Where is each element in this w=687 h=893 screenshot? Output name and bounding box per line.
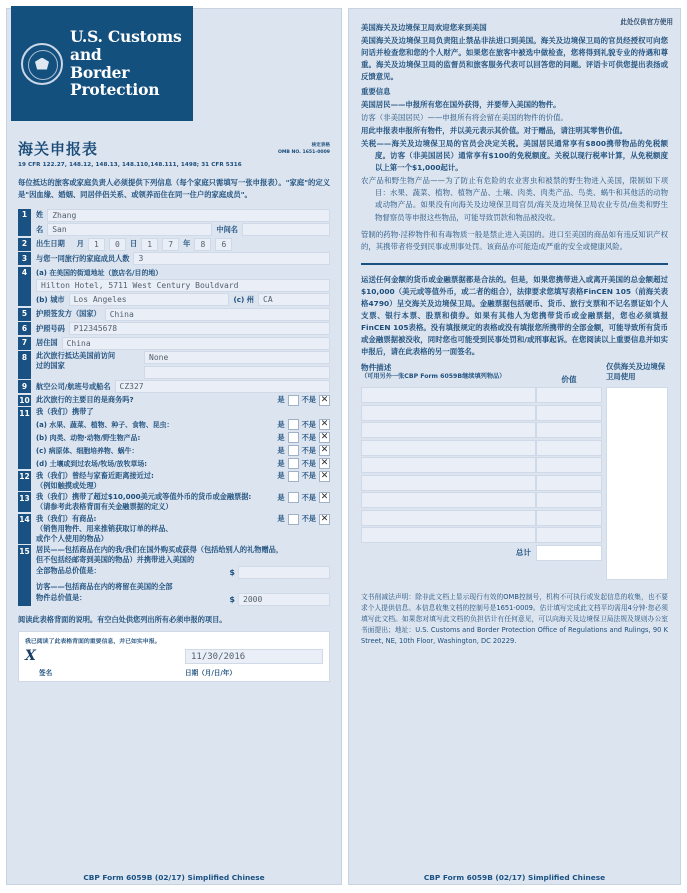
agency-name [70, 28, 193, 99]
field-row-birthdate [18, 238, 330, 251]
carrying-label: 我（我们）携带了 [36, 407, 94, 417]
items-description-subhead: （可用另外一张CBP Form 6059B继续填列物品） [361, 373, 506, 381]
field-number-12: 12 [18, 471, 31, 491]
field-number-13: 13 [18, 492, 31, 512]
instructions-panel [348, 8, 681, 646]
first-name-input[interactable]: San [47, 223, 212, 236]
currency-label-line2: （请参考此表格背面有关金融票据的定义） [36, 502, 173, 512]
first-name-label: 名 [36, 224, 44, 234]
residents-value-label-line3: 全部物品总价值是： [36, 566, 101, 576]
cbp-use-only-column [602, 387, 668, 580]
birth-day-digit-2[interactable]: 7 [162, 238, 179, 251]
yes-label-q11a: 是 [277, 419, 285, 429]
total-value-input[interactable] [536, 545, 602, 561]
items-value-header: 价值 [561, 375, 577, 385]
form-fields [18, 209, 330, 607]
field-row-residence-country [18, 337, 330, 350]
field-number-11: 11 [18, 407, 31, 469]
field-number-7: 7 [18, 337, 31, 350]
item-description-row[interactable] [361, 405, 536, 421]
cfr-citation: 19 CFR 122.27, 148.12, 148.13, 148.110,148.111, 1498; 31 CFR 5316 [18, 162, 242, 168]
no-checkbox-q11d[interactable]: ✕ [320, 458, 329, 469]
birth-month-digit-1[interactable]: 1 [88, 238, 105, 251]
cbp-use-only-box [606, 387, 668, 580]
yes-no-group-q13 [277, 492, 330, 503]
item-value-row[interactable] [536, 457, 602, 473]
flight-input[interactable]: CZ327 [115, 380, 330, 393]
no-checkbox-q10[interactable]: ✕ [320, 394, 329, 405]
residents-value-label-line2: 但不包括经邮寄到美国的物品）并携带进入美国的 [36, 555, 195, 565]
yes-label-q14: 是 [277, 514, 285, 524]
field-number-15: 15 [18, 545, 31, 606]
no-checkbox-q11c[interactable]: ✕ [320, 445, 329, 456]
passport-number-input[interactable]: P12345678 [69, 322, 330, 335]
no-checkbox-q13[interactable]: ✕ [320, 492, 329, 503]
field-number-8: 8 [18, 351, 31, 379]
no-checkbox-q11b[interactable]: ✕ [320, 432, 329, 443]
field-number-4: 4 [18, 267, 31, 307]
residents-value-group [229, 566, 330, 579]
field-row-address [18, 267, 330, 307]
no-label-q11c: 不是 [301, 445, 316, 455]
yes-label-q11d: 是 [277, 458, 285, 468]
livestock-label-line1: 我（我们）曾经与家畜近距离接近过: [36, 470, 154, 480]
city-input[interactable]: Los Angeles [69, 293, 230, 306]
countries-visited-input-2[interactable] [144, 366, 330, 379]
no-label-q12: 不是 [301, 471, 316, 481]
page-title: 海关申报表 [18, 140, 99, 158]
residents-value-input[interactable] [238, 566, 330, 579]
field-row-passport-country [18, 308, 330, 321]
yes-checkbox-q10[interactable] [288, 395, 299, 406]
item-value-row[interactable] [536, 405, 602, 421]
item-description-row[interactable] [361, 510, 536, 526]
commercial-goods-label-line3: 或作个人使用的物品） [36, 533, 108, 543]
carrying-item-c-label: (c) 病原体、细胞培养物、蜗牛： [36, 447, 139, 456]
cbp-masthead [11, 6, 193, 121]
yes-label-q11c: 是 [277, 445, 285, 455]
yes-no-group-q10 [277, 395, 330, 406]
footer-left: CBP Form 6059B (02/17) Simplified Chinese [83, 873, 265, 882]
form-intro-text: 每位抵达的旅客或家庭负责人必须提供下列信息（每个家庭只需填写一张申报表）。"家庭"的定义是"因血缘、婚姻、同居伴侣关系、或领养而住在同一住户的家庭成员"。 [18, 178, 330, 199]
yes-checkbox-q11c[interactable] [288, 445, 299, 456]
carrying-item-a-label: (a) 水果、蔬菜、植物、种子、食物、昆虫： [36, 421, 174, 430]
certification-statement: 我已阅读了此表格背面的重要信息，并已如实申报。 [25, 639, 161, 646]
controlled-substances-instruction: 管制的药物·淫秽物件和有毒物质一般是禁止进入美国的。进口至美国的商品如有违反知识产权的，其携带者将受到民事或刑事处罚。该商品亦可能造成严重的安全或健康风险。 [361, 229, 668, 251]
street-address-label: (a) 在美国的街道地址（旅店名/目的地） [36, 268, 163, 277]
official-use-only-label: 此处仅供官方使用 [620, 18, 673, 26]
flight-label: 航空公司/航班号或船名 [36, 381, 111, 391]
field-row-total-value [18, 545, 330, 606]
no-label-q11d: 不是 [301, 458, 316, 468]
omb-block [278, 143, 330, 159]
field-row-countries-visited [18, 351, 330, 379]
state-label: (c) 州 [233, 294, 254, 304]
residence-country-input[interactable]: China [62, 337, 330, 350]
visitors-instruction: 访客（非美国居民）——申报所有将会留在美国的物件的价值。 [361, 113, 568, 122]
no-label-q10: 不是 [301, 395, 316, 405]
yes-checkbox-q14[interactable] [288, 514, 299, 525]
items-table [361, 387, 668, 580]
duty-instruction: 关税——海关及边境保卫局的官员会决定关税。美国居民通常享有$800携带物品的免税额度。访客（非美国居民）通常享有$100的免税额度。关税以现行税率计算，从免税额度以上第一个$1,000起计。 [361, 139, 668, 173]
omb-approved-label: 核定表格 [311, 143, 330, 149]
signature-field[interactable]: X [25, 648, 36, 665]
livestock-label-line2: （例如触摸或处理） [36, 480, 101, 490]
dhs-seal-icon [21, 43, 63, 85]
items-description-column [361, 387, 536, 580]
countries-visited-label-line1: 此次旅行抵达美国前访问 [36, 351, 116, 361]
last-name-label: 姓 [36, 210, 44, 220]
field-row-commercial-goods [18, 514, 330, 544]
yes-label-q10: 是 [277, 395, 285, 405]
field-number-9: 9 [18, 380, 31, 393]
no-label-q11b: 不是 [301, 432, 316, 442]
yes-label-q13: 是 [277, 492, 285, 502]
yes-label-q11b: 是 [277, 432, 285, 442]
items-table-header [361, 362, 668, 385]
important-heading: 重要信息 [361, 87, 391, 97]
signature-block [18, 631, 330, 682]
item-description-row[interactable] [361, 387, 536, 403]
family-members-label: 与您一同旅行的家庭成员人数 [36, 253, 130, 263]
currency-label-line1: 我（我们）携带了超过$10,000美元或等值外币的货币或金融票据: [36, 492, 252, 502]
item-value-row[interactable] [536, 527, 602, 543]
last-name-input[interactable]: Zhang [47, 209, 330, 222]
field-row-business-purpose [18, 395, 330, 406]
no-checkbox-q11a[interactable]: ✕ [320, 419, 329, 430]
countries-visited-input-1[interactable]: None [144, 351, 330, 364]
yes-checkbox-q11a[interactable] [288, 419, 299, 430]
no-label-q11a: 不是 [301, 419, 316, 429]
item-description-row[interactable] [361, 457, 536, 473]
section-divider [361, 263, 668, 265]
birthdate-label: 出生日期 [36, 239, 65, 249]
visitors-value-label-line1: 访客——包括商品在内的将留在美国的全部 [36, 582, 173, 592]
signature-date-input[interactable]: 11/30/2016 [185, 649, 323, 664]
birth-day-label: 日 [129, 239, 138, 249]
item-description-row[interactable] [361, 475, 536, 491]
currency-reporting-instruction: 运送任何金额的货币或金融票据都是合法的。但是，如果您携带进入或离开美国的总金额超过$10,000（美元或等值外币，或二者的组合），法律要求您填写表格FinCEN 105（前海关表格4790）呈交海关及边境保卫局。金融票据包括硬币、货币、旅行支票和不记名票证如个人支票、银行本票、股票和债券。如果有其他人为您携带货币或金融票据，您也必须填报FinCEN 105表格。没有填报规定的表格或没有填报您所携带的全部金额，可能导致所有货币或金融票据被没收，同时您也可能受到民事处罚和/或刑事起诉。在您阅读以上重要信息并如实申报后，请在此表格的另一面签名。 [361, 274, 668, 357]
field-number-6: 6 [18, 322, 31, 335]
city-label: (b) 城市 [36, 294, 65, 304]
yes-no-group-q11d [277, 458, 330, 469]
passport-country-input[interactable]: China [105, 308, 330, 321]
items-description-header: 物件描述 [361, 363, 392, 373]
item-value-row[interactable] [536, 387, 602, 403]
field-number-2: 2 [18, 238, 31, 251]
date-caption: 日期（月/日/年） [185, 669, 236, 678]
total-label: 总计 [515, 548, 531, 558]
field-number-5: 5 [18, 308, 31, 321]
middle-name-input[interactable] [242, 223, 330, 236]
state-input[interactable]: CA [258, 293, 330, 306]
yes-checkbox-q13[interactable] [288, 492, 299, 503]
item-value-row[interactable] [536, 422, 602, 438]
welcome-heading: 美国海关及边境保卫局欢迎您来到美国 [361, 23, 487, 32]
agency-name-line2: Border Protection [70, 62, 160, 100]
field-row-passport-number [18, 322, 330, 335]
commercial-goods-label-line1: 我（我们）有商品: [36, 513, 97, 523]
item-description-row[interactable] [361, 422, 536, 438]
declare-all-instruction: 用此申报表申报所有物件，并以美元表示其价值。对于赠品，请注明其零售价值。 [361, 126, 628, 136]
item-value-row[interactable] [536, 492, 602, 508]
residents-value-label-line1: 居民——包括商品在内的我/我们在国外购买或获得（包括给别人的礼物赠品， [36, 545, 284, 555]
declaration-form [6, 130, 342, 682]
birth-day-digit-1[interactable]: 1 [141, 238, 158, 251]
field-number-10: 10 [19, 396, 30, 406]
total-row [361, 545, 536, 561]
yes-checkbox-q12[interactable] [288, 471, 299, 482]
item-value-row[interactable] [536, 440, 602, 456]
visitors-value-group [229, 593, 330, 606]
field-number-1: 1 [18, 209, 31, 237]
passport-country-label: 护照签发方（国家） [36, 309, 101, 319]
commercial-goods-label-line2: （销售用物件、用来推销获取订单的样品、 [36, 523, 173, 533]
street-address-input[interactable]: Hilton Hotel, 5711 West Century Bouldvard [36, 279, 330, 292]
family-members-input[interactable]: 3 [133, 252, 330, 265]
yes-checkbox-q11b[interactable] [288, 432, 299, 443]
field-number-14: 14 [18, 514, 31, 544]
field-row-currency [18, 492, 330, 512]
footer-right: CBP Form 6059B (02/17) Simplified Chinese [423, 873, 606, 882]
countries-visited-label-line2: 过的国家 [36, 361, 65, 371]
no-label-q14: 不是 [301, 514, 316, 524]
carrying-item-d-label: (d) 土壤或到过农场/牧场/放牧草场: [36, 460, 147, 469]
no-checkbox-q12[interactable]: ✕ [320, 470, 329, 481]
item-description-row[interactable] [361, 492, 536, 508]
omb-number: OMB NO. 1651-0009 [277, 150, 330, 156]
field-row-name [18, 209, 330, 237]
yes-label-q12: 是 [277, 471, 285, 481]
no-label-q13: 不是 [301, 492, 316, 502]
visitors-dollar-sign: $ [229, 595, 235, 605]
birth-year-label: 年 [183, 239, 191, 249]
item-value-row[interactable] [536, 510, 602, 526]
yes-no-group-q12 [277, 471, 330, 482]
birth-month-label: 月 [76, 239, 84, 249]
field-row-family-members [18, 252, 330, 265]
form-title-row [18, 138, 330, 159]
residents-instruction: 美国居民——申报所有您在国外获得，并要带入美国的物件。 [361, 99, 561, 109]
yes-no-group-q11b [277, 432, 330, 443]
form-instructions-note: 阅读此表格背面的说明。有空白处供您列出所有必须申报的项目。 [18, 615, 227, 625]
field-row-flight [18, 380, 330, 393]
business-purpose-label: 此次旅行的主要目的是商务吗? [36, 394, 134, 404]
birth-year-digit-1[interactable]: 8 [194, 238, 211, 251]
items-value-column [536, 387, 602, 580]
item-description-row[interactable] [361, 527, 536, 543]
yes-no-group-q11c [277, 445, 330, 456]
visitors-value-input[interactable]: 2000 [238, 593, 330, 606]
middle-name-label: 中间名 [216, 224, 238, 234]
residents-dollar-sign: $ [229, 568, 235, 578]
item-description-row[interactable] [361, 440, 536, 456]
agriculture-instruction: 农产品和野生物产品——为了防止有危险的农业害虫和被禁的野生物进入美国，限制如下项目：水果、蔬菜、植物、植物产品、土壤、肉类、肉类产品、鸟类、蜗牛和其他活的动物或动物产品。如果没有向海关及边境保卫局官员/海关及边境保卫局农业专员/鱼类和野生物督察员等申报这些物品，可能导致罚款和物品被没收。 [361, 176, 668, 222]
item-value-row[interactable] [536, 475, 602, 491]
cbp-use-only-header: 仅供海关及边境保卫局使用 [606, 362, 666, 382]
carrying-item-b-label: (b) 肉类、动物·动物/野生物产品: [36, 434, 141, 443]
yes-no-group-q14 [277, 514, 330, 525]
field-row-livestock [18, 471, 330, 491]
birth-year-digit-2[interactable]: 6 [215, 238, 232, 251]
yes-checkbox-q11d[interactable] [288, 458, 299, 469]
signature-caption: 签名 [39, 669, 53, 678]
yes-no-group-q11a [277, 419, 330, 430]
no-checkbox-q14[interactable]: ✕ [320, 513, 329, 524]
residence-country-label: 居住国 [36, 338, 58, 348]
visitors-value-label-line2: 物件总价值是： [36, 593, 87, 603]
field-number-3: 3 [18, 252, 31, 265]
welcome-body: 美国海关及边境保卫局负责阻止禁品非法进口到美国。海关及边境保卫局的官员经授权可向您问话并检查您和您的个人财产。如果您在旅客中被选中做检查，您将得到礼貌专业的待遇和尊重。海关及边境保卫局的监督员和旅客服务代表可以回答您的问题。评语卡可供您提出表扬或反馈意见。 [361, 35, 668, 82]
birth-month-digit-2[interactable]: 0 [109, 238, 126, 251]
agency-name-line1: U.S. Customs and [70, 27, 182, 64]
field-row-carrying [18, 407, 330, 469]
passport-number-label: 护照号码 [36, 323, 65, 333]
paperwork-reduction-act-notice: 文书削减法声明：除非此文档上显示现行有效的OMB控制号，机构不可执行或发起信息的收集，也不要求个人提供信息。本信息收集文档的控制号是1651-0009。估计填写完成此文档平均需用4分钟·您必须填写此文档。如果您对填写此文档的负担估计有任何意见，可以向海关及边境保卫局法规及规则办公室书面提出；地址：U.S. Customs and Border Protection Office of Regulations and Rulings, 90 K Street, NE, 10th Floor, Washington, DC 20229. [361, 593, 668, 645]
